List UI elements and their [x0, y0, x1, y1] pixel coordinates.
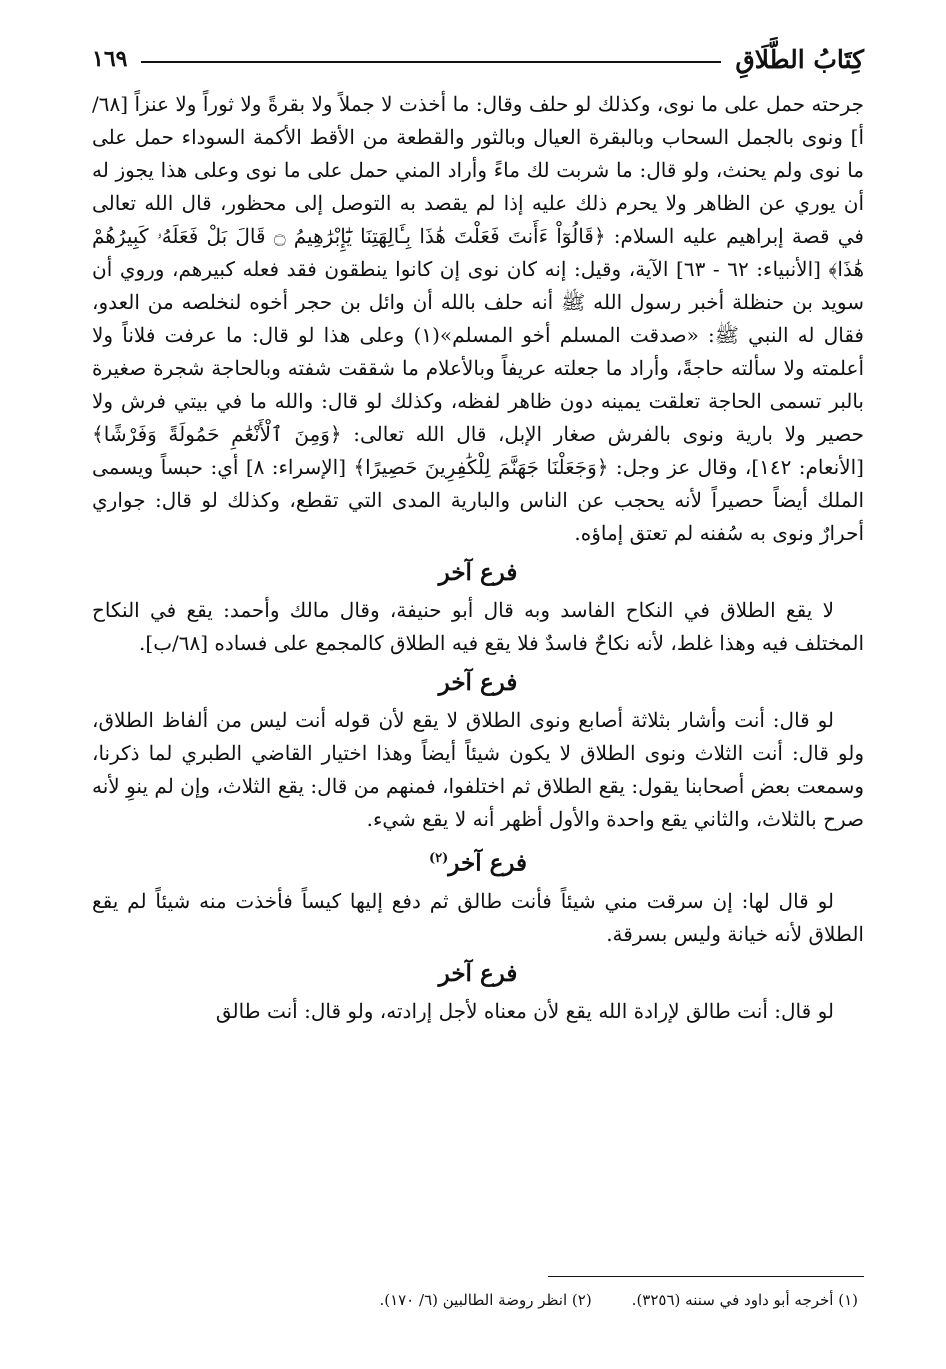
main-text — [92, 88, 864, 1028]
footnote-2: (٢) انظر روضة الطالبين (٦/ ١٧٠). — [379, 1291, 592, 1309]
section-heading-1: فرع آخر — [438, 559, 518, 586]
section-text-1: لا يقع الطلاق في النكاح الفاسد وبه قال أبو حنيفة، وقال مالك وأحمد: يقع في النكاح المختلف فيه وهذا غلط، لأنه نكاحٌ فاسدٌ فلا يقع فيه الطلاق كالمجمع على فساده [٦٨/ب]. — [92, 598, 864, 655]
header-rule — [141, 61, 721, 63]
page-number: ١٦٩ — [92, 46, 128, 72]
book-page — [92, 40, 864, 1028]
footnote-1: (١) أخرجه أبو داود في سننه (٣٢٥٦). — [631, 1291, 858, 1309]
footnotes — [92, 1276, 864, 1309]
page-header — [92, 40, 864, 78]
section-heading-3-label: فرع آخر — [448, 849, 527, 877]
footnote-rule — [548, 1276, 864, 1277]
section-heading-4: فرع آخر — [438, 959, 518, 987]
section-heading-3 — [92, 842, 864, 881]
footnote-marker-2: (٢) — [428, 851, 449, 866]
section-text-3: لو قال لها: إن سرقت مني شيئاً فأنت طالق ثم دفع إليها كيساً فأخذت منه شيئاً لم يقع الطلاق لأنه خيانة وليس بسرقة. — [92, 888, 864, 946]
section-text-4: لو قال: أنت طالق لإرادة الله يقع لأن معناه لأجل إرادته، ولو قال: أنت طالق — [215, 998, 834, 1023]
footnote-list — [92, 1291, 864, 1309]
section-heading-2: فرع آخر — [438, 669, 518, 696]
section-text-2: لو قال: أنت وأشار بثلاثة أصابع ونوى الطلاق لا يقع لأن قوله أنت ليس من ألفاظ الطلاق، ولو قال: أنت الثلاث ونوى الطلاق لا يكون شيئاً أيضاً وهذا اختيار القاضي الطبري لما ذكرنا، وسمعت بعض أصحابنا يقول: يقع الطلاق ثم اختلفوا، فمنهم من قال: يقع الثلاث، وإن لم ينوِ لأنه صرح بالثلاث، والثاني يقع واحدة والأول أظهر أنه لا يقع شيء. — [92, 708, 864, 831]
opening-paragraph: جرحته حمل على ما نوى، وكذلك لو حلف وقال: ما أخذت لا جملاً ولا بقرةً ولا ثوراً ولا عنزاً [٦٨/أ] ونوى بالجمل السحاب وبالبقرة العيال وبالثور والقطعة من الأقط الأكمة السوداء حمل على ما نوى ولم يحنث، ولو قال: ما شربت لك ماءً وأراد المني حمل على ما نوى وعلى هذا يجوز له أن يوري عن الظاهر ولا يحرم ذلك عليه إذا لم يقصد به التوصل إلى محظور، قال الله تعالى في قصة إبراهيم عليه السلام: ﴿قَالُوٓاْ ءَأَنتَ فَعَلْتَ هَٰذَا بِـَٔالِهَتِنَا يَٰٓإِبْرَٰهِيمُ ۝ قَالَ بَلْ فَعَلَهُۥ كَبِيرُهُمْ هَٰذَا﴾ [الأنبياء: ٦٢ - ٦٣] الآية، وقيل: إنه كان نوى إن كانوا ينطقون فقد فعله كبيرهم، وروي أن سويد بن حنظلة أخبر رسول الله ﷺ أنه حلف بالله أن وائل بن حجر أخوه لنخلصه من العدو، فقال له النبي ﷺ: «صدقت المسلم أخو المسلم»(١) وعلى هذا لو قال: ما عرفت فلاناً ولا أعلمته ولا سألته حاجةً، وأراد ما جعلته عريفاً وبالأعلام ما شققت شفته وبالحاجة شجرة صغيرة بالبر تسمى الحاجة تعلقت يمينه دون ظاهر لفظه، وكذلك لو قال: والله ما في بيتي فرش ولا حصير ولا بارية ونوى بالفرش صغار الإبل، قال الله تعالى: ﴿وَمِنَ ٱلْأَنْعَٰمِ حَمُولَةً وَفَرْشًا﴾ [الأنعام: ١٤٢]، وقال عز وجل: ﴿وَجَعَلْنَا جَهَنَّمَ لِلْكَٰفِرِينَ حَصِيرًا﴾ [الإسراء: ٨] أي: حبساً ويسمى الملك أيضاً حصيراً لأنه يحجب عن الناس والبارية المدى التي تقطع، وكذلك لو قال: جواري أحرارٌ ونوى به سُفنه لم تعتق إماؤه. — [92, 92, 864, 545]
book-title: كِتَابُ الطَّلَاقِ — [735, 44, 864, 74]
